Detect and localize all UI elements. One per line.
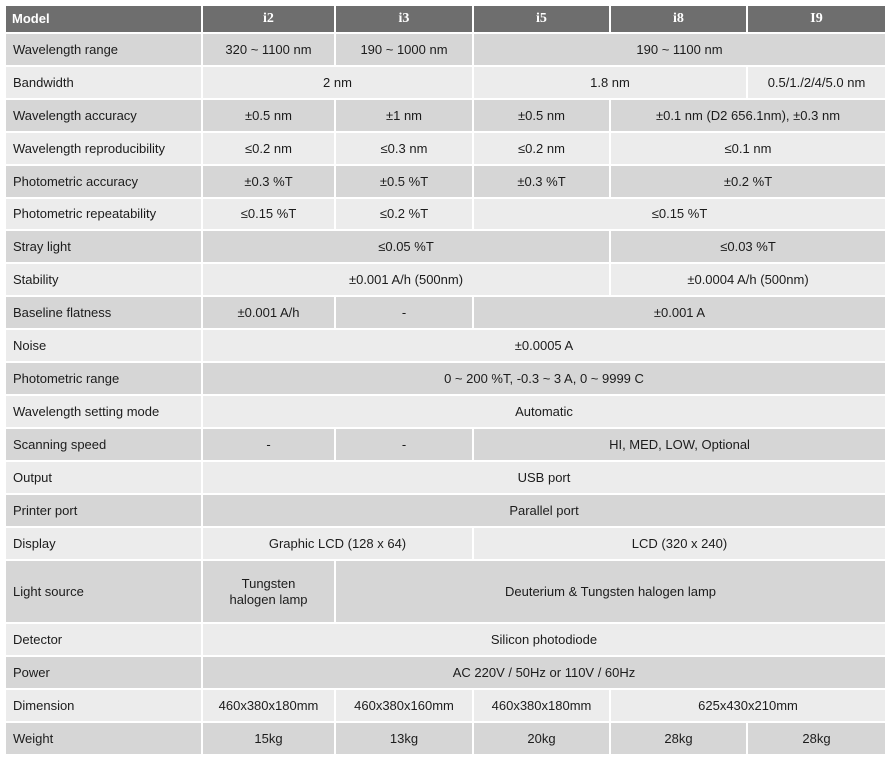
row-label: Output [6, 462, 201, 493]
spec-cell: Graphic LCD (128 x 64) [203, 528, 472, 559]
row-label: Wavelength setting mode [6, 396, 201, 427]
row-photometric-accuracy [6, 166, 885, 197]
spec-cell: Parallel port [203, 495, 885, 526]
spec-cell: - [336, 297, 472, 328]
spec-cell: ±0.5 nm [474, 100, 609, 131]
row-noise [6, 330, 885, 361]
row-photometric-repeatability [6, 199, 885, 229]
row-label: Scanning speed [6, 429, 201, 460]
spec-cell: ≤0.3 nm [336, 133, 472, 164]
header-row [6, 6, 885, 32]
spec-cell: Automatic [203, 396, 885, 427]
row-wavelength-setting-mode [6, 396, 885, 427]
spec-cell: ≤0.2 %T [336, 199, 472, 229]
row-label: Stray light [6, 231, 201, 262]
spec-cell: ±0.3 %T [474, 166, 609, 197]
row-printer-port [6, 495, 885, 526]
spec-cell: ±0.0005 A [203, 330, 885, 361]
spec-cell: ≤0.15 %T [474, 199, 885, 229]
spec-cell: ±0.1 nm (D2 656.1nm), ±0.3 nm [611, 100, 885, 131]
row-wavelength-range [6, 34, 885, 65]
row-photometric-range [6, 363, 885, 394]
row-scanning-speed [6, 429, 885, 460]
row-label: Wavelength reproducibility [6, 133, 201, 164]
row-label: Baseline flatness [6, 297, 201, 328]
spec-cell-line: Tungsten [241, 575, 296, 591]
spec-cell: ≤0.2 nm [474, 133, 609, 164]
row-label: Stability [6, 264, 201, 295]
spec-cell: ±1 nm [336, 100, 472, 131]
spec-cell: USB port [203, 462, 885, 493]
row-label: Photometric range [6, 363, 201, 394]
spec-cell: Deuterium & Tungsten halogen lamp [336, 561, 885, 622]
row-power [6, 657, 885, 688]
spec-cell: ≤0.15 %T [203, 199, 334, 229]
spec-cell: Silicon photodiode [203, 624, 885, 655]
spec-cell: ±0.5 nm [203, 100, 334, 131]
spec-cell: 320 ~ 1100 nm [203, 34, 334, 65]
row-baseline-flatness [6, 297, 885, 328]
spec-table [4, 4, 887, 756]
spec-cell: 20kg [474, 723, 609, 754]
spec-cell: ≤0.03 %T [611, 231, 885, 262]
spec-cell: 625x430x210mm [611, 690, 885, 721]
model-i3-header: i3 [336, 6, 472, 32]
row-label: Dimension [6, 690, 201, 721]
model-i2-header: i2 [203, 6, 334, 32]
row-wavelength-reproducibility [6, 133, 885, 164]
row-bandwidth [6, 67, 885, 98]
row-dimension [6, 690, 885, 721]
spec-cell: 460x380x180mm [474, 690, 609, 721]
spec-cell: LCD (320 x 240) [474, 528, 885, 559]
spec-cell: AC 220V / 50Hz or 110V / 60Hz [203, 657, 885, 688]
spec-cell: 2 nm [203, 67, 472, 98]
row-output [6, 462, 885, 493]
spec-cell: HI, MED, LOW, Optional [474, 429, 885, 460]
spec-cell: 28kg [748, 723, 885, 754]
row-display [6, 528, 885, 559]
row-label: Bandwidth [6, 67, 201, 98]
spec-cell: ≤0.1 nm [611, 133, 885, 164]
spec-cell: 28kg [611, 723, 746, 754]
spec-cell: 13kg [336, 723, 472, 754]
spec-cell: ±0.0004 A/h (500nm) [611, 264, 885, 295]
row-label: Detector [6, 624, 201, 655]
spec-cell: ±0.001 A/h (500nm) [203, 264, 609, 295]
row-wavelength-accuracy [6, 100, 885, 131]
row-weight [6, 723, 885, 754]
spec-cell: - [336, 429, 472, 460]
spec-cell: 0.5/1./2/4/5.0 nm [748, 67, 885, 98]
spec-cell: ±0.5 %T [336, 166, 472, 197]
row-detector [6, 624, 885, 655]
model-i9-header: I9 [748, 6, 885, 32]
spec-cell: - [203, 429, 334, 460]
spec-cell: ≤0.05 %T [203, 231, 609, 262]
spec-cell: ±0.001 A [474, 297, 885, 328]
row-label: Photometric accuracy [6, 166, 201, 197]
spec-cell: ±0.001 A/h [203, 297, 334, 328]
model-i5-header: i5 [474, 6, 609, 32]
row-label: Noise [6, 330, 201, 361]
spec-cell: ±0.2 %T [611, 166, 885, 197]
row-stray-light [6, 231, 885, 262]
spec-cell: 190 ~ 1100 nm [474, 34, 885, 65]
row-stability [6, 264, 885, 295]
spec-cell: 1.8 nm [474, 67, 746, 98]
spec-cell: 0 ~ 200 %T, -0.3 ~ 3 A, 0 ~ 9999 C [203, 363, 885, 394]
spec-cell: ±0.3 %T [203, 166, 334, 197]
spec-cell-line: halogen lamp [229, 591, 308, 607]
model-i8-header: i8 [611, 6, 746, 32]
row-light-source [6, 561, 885, 622]
spec-cell: 460x380x180mm [203, 690, 334, 721]
spec-cell: 190 ~ 1000 nm [336, 34, 472, 65]
row-label: Wavelength range [6, 34, 201, 65]
row-label: Weight [6, 723, 201, 754]
row-label: Photometric repeatability [6, 199, 201, 229]
row-label: Light source [6, 561, 201, 622]
row-label: Printer port [6, 495, 201, 526]
row-label: Power [6, 657, 201, 688]
row-label: Wavelength accuracy [6, 100, 201, 131]
spec-cell [203, 561, 334, 622]
spec-cell: 460x380x160mm [336, 690, 472, 721]
spec-cell: ≤0.2 nm [203, 133, 334, 164]
model-header: Model [6, 6, 201, 32]
spec-cell: 15kg [203, 723, 334, 754]
row-label: Display [6, 528, 201, 559]
